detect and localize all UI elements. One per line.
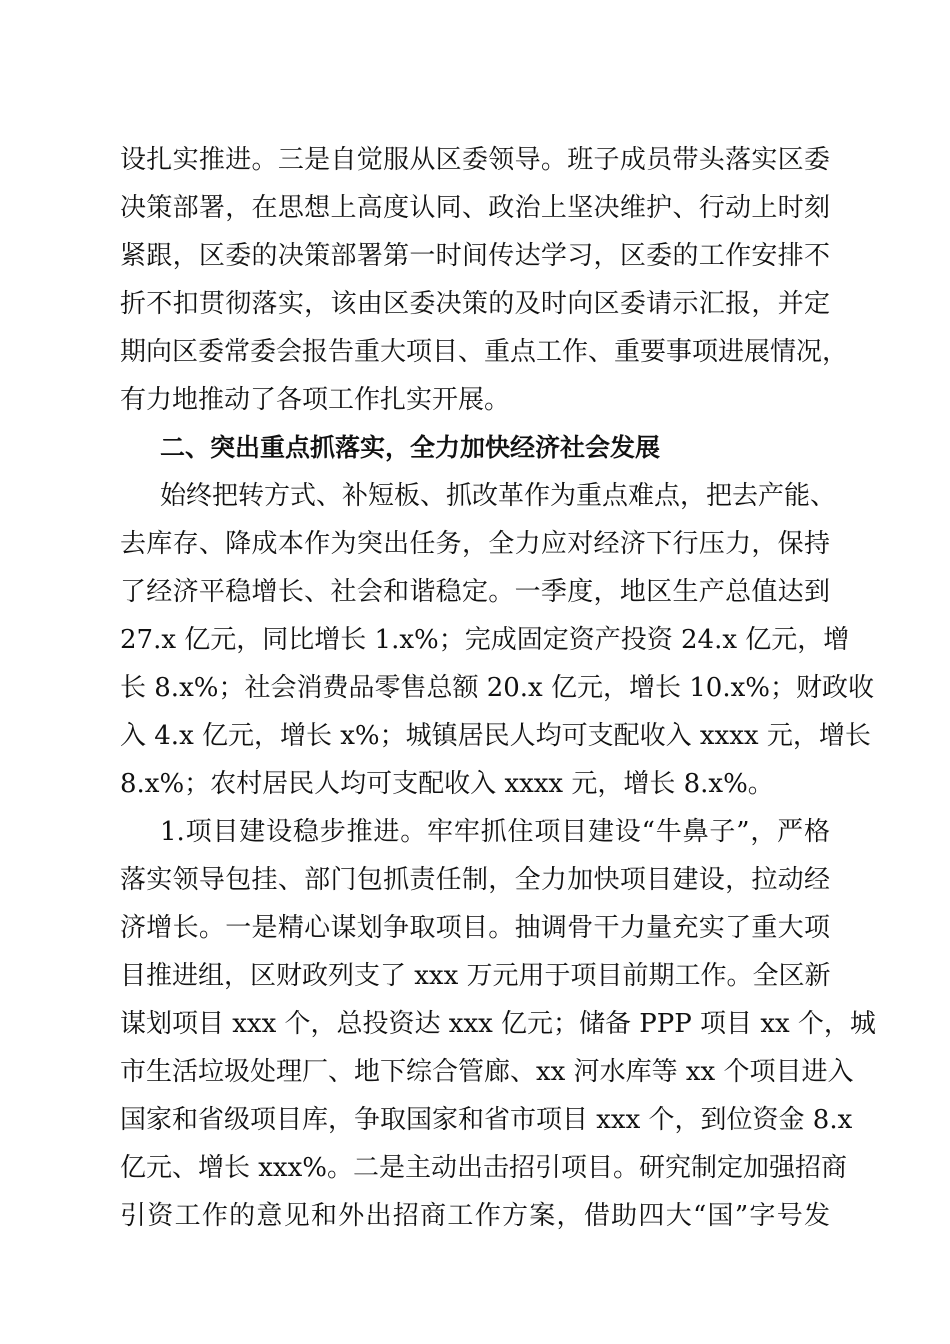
paragraph-2-line-6: 入 4.x 亿元，增长 x%；城镇居民人均可支配收入 xxxx 元，增长 — [120, 721, 871, 751]
paragraph-2-line-7: 8.x%；农村居民人均可支配收入 xxxx 元，增长 8.x%。 — [120, 769, 774, 799]
paragraph-1-line-4: 折不扣贯彻落实，该由区委决策的及时向区委请示汇报，并定 — [120, 289, 830, 319]
paragraph-3-line-9: 引资工作的意见和外出招商工作方案，借助四大“国”字号发 — [120, 1201, 830, 1231]
paragraph-3-line-7: 国家和省级项目库，争取国家和省市项目 xxx 个，到位资金 8.x — [120, 1105, 853, 1135]
paragraph-3-line-4: 目推进组，区财政列支了 xxx 万元用于项目前期工作。全区新 — [120, 961, 831, 991]
paragraph-3-line-1: 1.项目建设稳步推进。牢牢抓住项目建设“牛鼻子”，严格 — [160, 817, 830, 847]
paragraph-3-line-6: 市生活垃圾处理厂、地下综合管廊、xx 河水库等 xx 个项目进入 — [120, 1057, 854, 1087]
paragraph-2-line-1: 始终把转方式、补短板、抓改革作为重点难点，把去产能、 — [160, 481, 837, 511]
paragraph-3-line-3: 济增长。一是精心谋划争取项目。抽调骨干力量充实了重大项 — [120, 913, 830, 943]
paragraph-1-line-2: 决策部署，在思想上高度认同、政治上坚决维护、行动上时刻 — [120, 193, 830, 223]
paragraph-3-line-5: 谋划项目 xxx 个，总投资达 xxx 亿元；储备 PPP 项目 xx 个，城 — [120, 1009, 876, 1039]
paragraph-2-line-2: 去库存、降成本作为突出任务，全力应对经济下行压力，保持 — [120, 529, 830, 559]
paragraph-3-line-8: 亿元、增长 xxx%。二是主动出击招引项目。研究制定加强招商 — [120, 1153, 847, 1183]
paragraph-2-line-3: 了经济平稳增长、社会和谐稳定。一季度，地区生产总值达到 — [120, 577, 830, 607]
paragraph-1-line-5: 期向区委常委会报告重大项目、重点工作、重要事项进展情况， — [120, 337, 849, 367]
paragraph-1-line-3: 紧跟，区委的决策部署第一时间传达学习，区委的工作安排不 — [120, 241, 830, 271]
paragraph-2-line-5: 长 8.x%；社会消费品零售总额 20.x 亿元，增长 10.x%；财政收 — [120, 673, 874, 703]
section-heading: 二、突出重点抓落实，全力加快经济社会发展 — [160, 433, 661, 462]
paragraph-2-line-4: 27.x 亿元，同比增长 1.x%；完成固定资产投资 24.x 亿元，增 — [120, 625, 850, 655]
paragraph-3-line-2: 落实领导包挂、部门包抓责任制，全力加快项目建设，拉动经 — [120, 865, 830, 895]
paragraph-1-line-1: 设扎实推进。三是自觉服从区委领导。班子成员带头落实区委 — [120, 145, 830, 175]
paragraph-1-line-6: 有力地推动了各项工作扎实开展。 — [120, 385, 511, 415]
